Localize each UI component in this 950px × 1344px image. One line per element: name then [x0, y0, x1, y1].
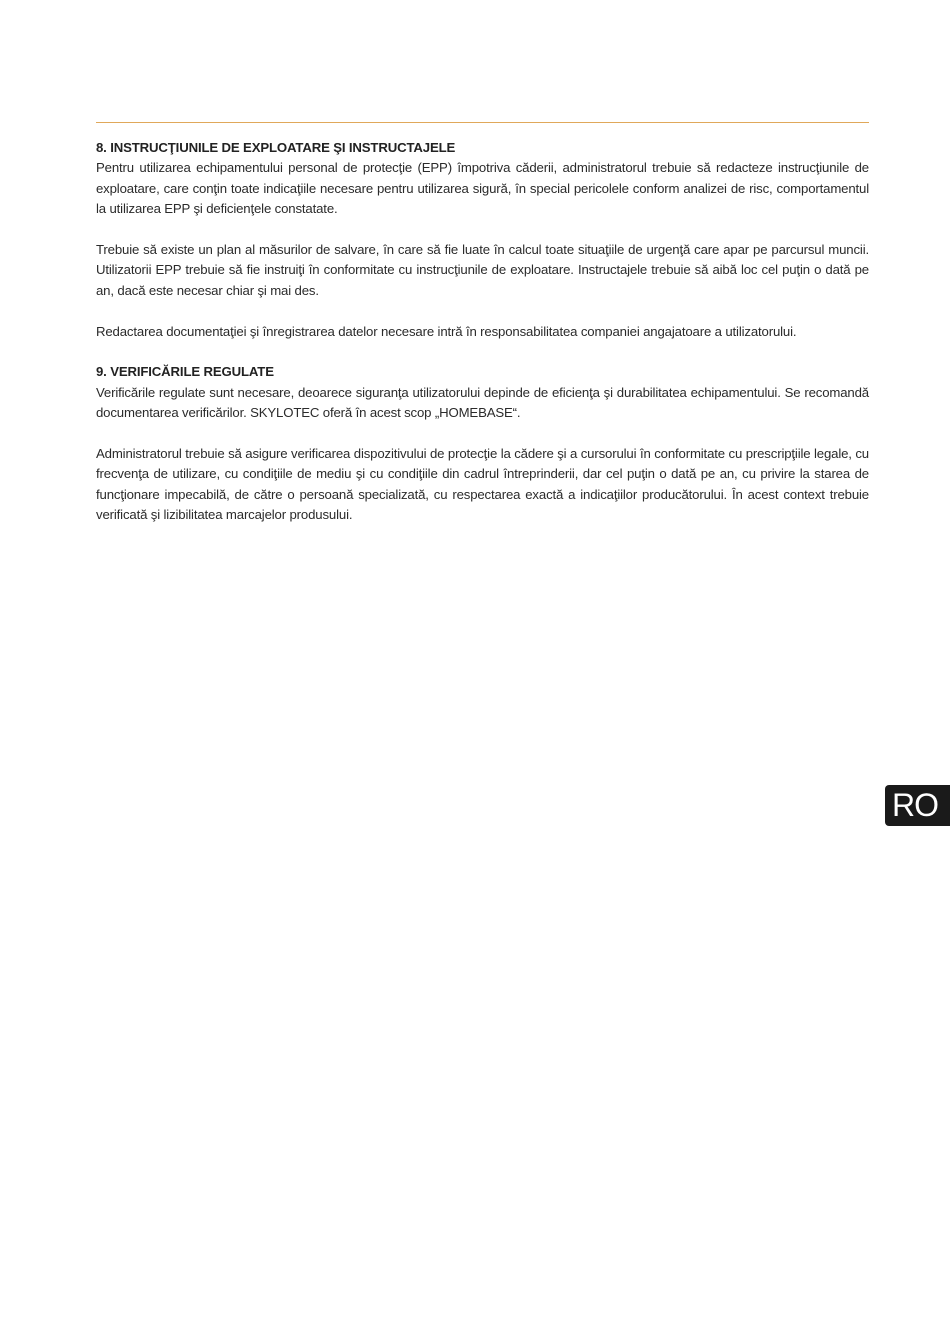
header-divider — [96, 122, 869, 123]
document-body — [96, 138, 869, 546]
section-9-paragraph-2: Administratorul trebuie să asigure verificarea dispozitivului de protecţie la cădere şi a cursorului în conformitate cu prescripţiile legale, cu frecvenţa de utilizare, cu condiţiile de mediu şi cu condiţiile din cadrul întreprinderii, dar cel puţin o dată pe an, cu privire la starea de funcţionare impecabilă, de către o persoană specializată, cu respectarea exactă a indicaţiilor producătorului. În acest context trebuie verificată şi lizibilitatea marcajelor produsului. — [96, 446, 869, 523]
section-8-paragraph-2: Trebuie să existe un plan al măsurilor de salvare, în care să fie luate în calcul toate situaţiile de urgenţă care apar pe parcursul muncii. Utilizatorii EPP trebuie să fie instruiţi în conformitate cu instrucţiunile de exploatare. Instructajele trebuie să aibă loc cel puţin o dată pe an, dacă este necesar chiar şi mai des. — [96, 242, 869, 298]
language-tab: RO — [885, 785, 950, 826]
section-9-heading: 9. VERIFICĂRILE REGULATE — [96, 364, 274, 380]
section-8-heading: 8. INSTRUCŢIUNILE DE EXPLOATARE ŞI INSTRUCTAJELE — [96, 140, 456, 155]
section-8-paragraph-3: Redactarea documentaţiei şi înregistrarea datelor necesare intră în responsabilitatea companiei angajatoare a utilizatorului. — [96, 323, 797, 339]
section-8-paragraph-1: Pentru utilizarea echipamentului personal de protecţie (EPP) împotriva căderii, administratorul trebuie să redacteze instrucţiunile de exploatare, care conţin toate indicaţiile necesare pentru utilizarea sigură, în special pericolele conform analizei de risc, comportamentul la utilizarea EPP şi deficienţele constatate. — [96, 160, 869, 217]
section-9-paragraph-1: Verificările regulate sunt necesare, deoarece siguranţa utilizatorului depinde de eficienţa şi durabilitatea echipamentului. Se recomandă documentarea verificărilor. SKYLOTEC oferă în acest scop „HOMEBASE“. — [96, 384, 869, 421]
